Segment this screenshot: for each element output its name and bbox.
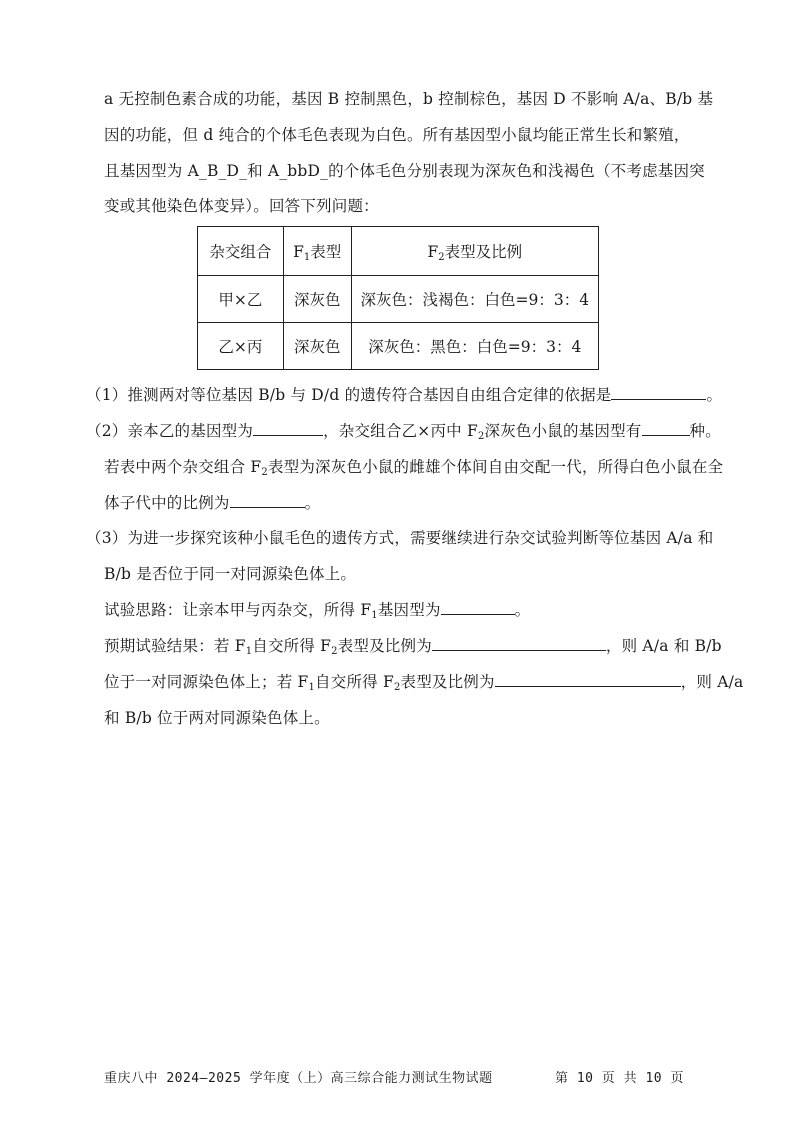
answer-blank-q2-count[interactable] xyxy=(642,419,690,436)
footer-page-number: 第 10 页 共 10 页 xyxy=(555,1071,684,1086)
question-3-line-2: B/b 是否位于同一对同源染色体上。 xyxy=(104,565,357,583)
answer-blank-q3-result-1[interactable] xyxy=(432,634,606,651)
header-f1: $F_1$表型 xyxy=(283,227,351,276)
question-1: （1）推测两对等位基因 B/b 与 D/d 的遗传符合基因自由组合定律的依据是 。 xyxy=(86,383,722,407)
header-cross: 杂交组合 xyxy=(198,227,284,276)
answer-blank-q3-result-2[interactable] xyxy=(495,670,681,687)
intro-line-3: 且基因型为 A_B_D_和 A_bbD_的个体毛色分别表现为深灰色和浅褐色（不考虑基因突 xyxy=(104,162,705,180)
table-row xyxy=(198,323,599,370)
answer-blank-q2-genotype[interactable] xyxy=(253,419,323,436)
table-row xyxy=(198,276,599,323)
expected-result-line-3: 和 B/b 位于两对同源染色体上。 xyxy=(104,709,330,727)
intro-line-4: 变或其他染色体变异）。回答下列问题： xyxy=(104,197,379,215)
answer-blank-q1[interactable] xyxy=(611,383,706,400)
cross-results-table xyxy=(197,226,599,370)
question-2-line-1: （2）亲本乙的基因型为 ，杂交组合乙×丙中 $F_2$深灰色小鼠的基因型有 种。 xyxy=(86,419,721,443)
intro-line-1: a 无控制色素合成的功能，基因 B 控制黑色，b 控制棕色，基因 D 不影响 A/a、B/b 基 xyxy=(104,90,714,108)
expected-result-line-2: 位于一对同源染色体上；若 $F_1$自交所得 $F_2$表型及比例为 ，则 A/a xyxy=(104,670,744,694)
cell-f1: 深灰色 xyxy=(283,323,351,370)
cell-cross: 乙×丙 xyxy=(198,323,284,370)
cell-f2: 深灰色：浅褐色：白色=9：3：4 xyxy=(351,276,598,323)
header-f2: $F_2$表型及比例 xyxy=(351,227,598,276)
cell-f1: 深灰色 xyxy=(283,276,351,323)
question-3-line-1: （3）为进一步探究该种小鼠毛色的遗传方式，需要继续进行杂交试验判断等位基因 A/a 和 xyxy=(86,529,714,547)
intro-line-2: 因的功能，但 d 纯合的个体毛色表现为白色。所有基因型小鼠均能正常生长和繁殖， xyxy=(104,126,690,144)
cell-f2: 深灰色：黑色：白色=9：3：4 xyxy=(351,323,598,370)
question-2-line-3: 体子代中的比例为 。 xyxy=(104,491,320,515)
answer-blank-q3-f1-genotype[interactable] xyxy=(441,598,515,615)
table-header-row xyxy=(198,227,599,276)
answer-blank-q2-ratio[interactable] xyxy=(230,491,305,508)
footer-exam-title: 重庆八中 2024—2025 学年度（上）高三综合能力测试生物试题 xyxy=(104,1071,493,1086)
question-2-line-2: 若表中两个杂交组合 $F_2$表型为深灰色小鼠的雌雄个体间自由交配一代，所得白色小鼠在全 xyxy=(104,458,724,478)
expected-result-line-1: 预期试验结果：若 $F_1$自交所得 $F_2$表型及比例为 ，则 A/a 和 B/b xyxy=(104,634,722,658)
experiment-idea: 试验思路：让亲本甲与丙杂交，所得 $F_1$基因型为 。 xyxy=(104,598,530,622)
cell-cross: 甲×乙 xyxy=(198,276,284,323)
